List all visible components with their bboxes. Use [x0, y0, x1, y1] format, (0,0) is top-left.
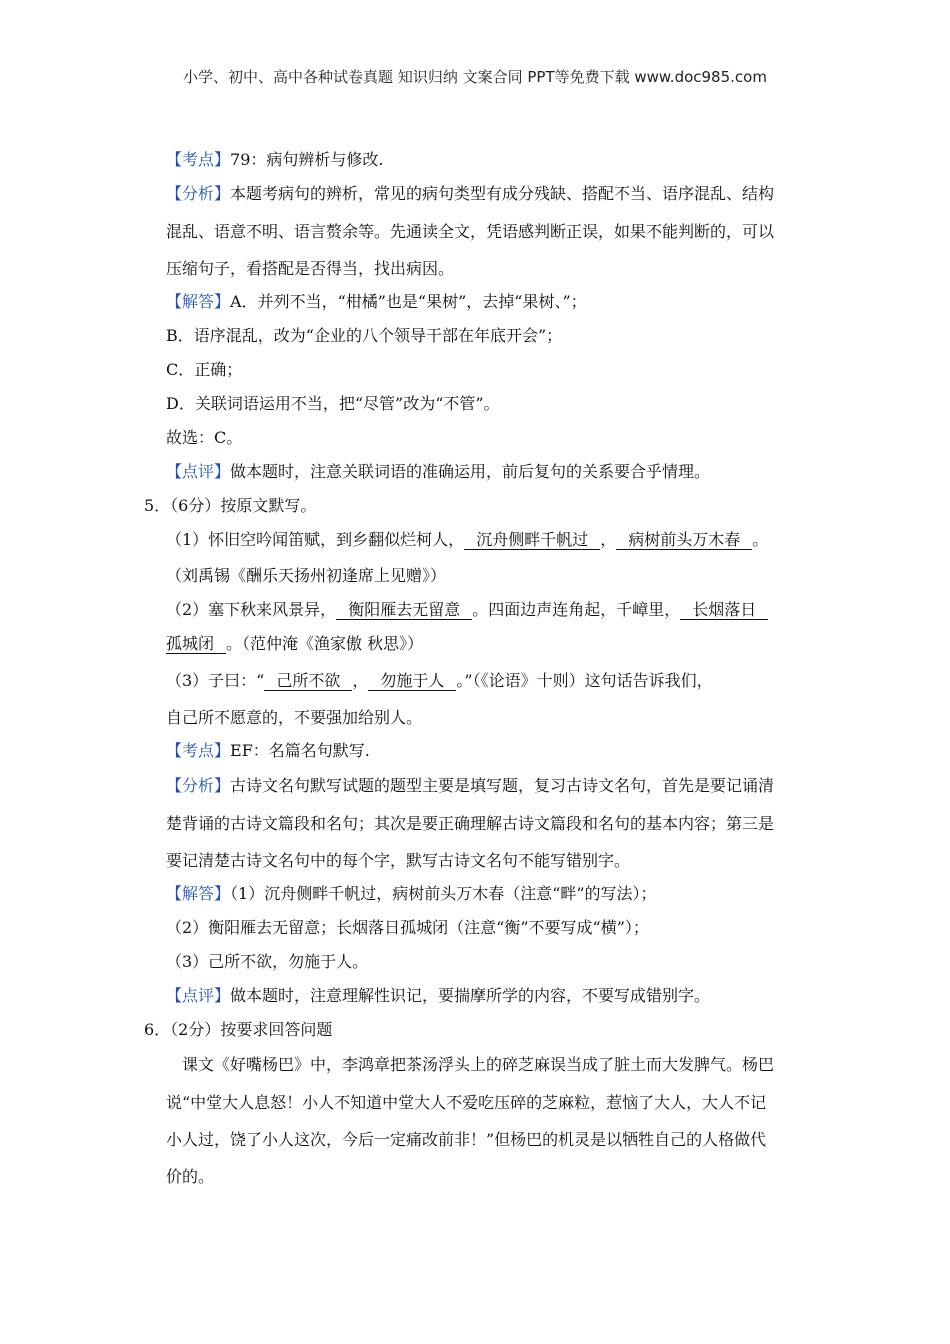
q5-jieda-3: （3）己所不欲，勿施于人。: [166, 952, 369, 971]
fenxi-tag: 【分析】: [166, 776, 231, 795]
q5-fenxi-line: 楚背诵的古诗文篇段和名句；其次是要正确理解古诗文篇段和名句的基本内容；第三是: [166, 814, 775, 833]
dianping-tag: 【点评】: [166, 462, 231, 481]
jieda-tag: 【解答】: [166, 884, 231, 903]
q4-kaodian: 【考点】79：病句辨析与修改.: [166, 150, 384, 169]
answer-blank: 病树前头万木春: [616, 531, 752, 550]
q4-fenxi-line: 压缩句子，看搭配是否得当，找出病因。: [166, 259, 455, 278]
page-header: 小学、初中、高中各种试卷真题 知识归纳 文案合同 PPT等免费下载 www.doc985.com: [183, 68, 767, 86]
answer-blank: 孤城闭: [166, 635, 226, 654]
q5-dianping: 【点评】做本题时，注意理解性识记，要揣摩所学的内容，不要写成错别字。: [166, 986, 711, 1005]
answer-blank: 沉舟侧畔千帆过: [464, 531, 600, 550]
q5-fenxi-line: 【分析】古诗文名句默写试题的题型主要是填写题，复习古诗文名句，首先是要记诵清: [166, 776, 775, 795]
answer-blank: 勿施于人: [368, 672, 456, 691]
q4-jieda: 【解答】A．并列不当，“柑橘”也是“果树”，去掉“果树、”；: [166, 292, 587, 311]
q6-paragraph-line: 价的。: [166, 1167, 215, 1186]
answer-blank: 长烟落日: [680, 601, 768, 620]
q5-s1: （1）怀旧空吟闻笛赋，到乡翻似烂柯人， 沉舟侧畔千帆过 ， 病树前头万木春 。: [166, 530, 769, 549]
kaodian-tag: 【考点】: [166, 150, 231, 169]
q4-fenxi-line: 【分析】本题考病句的辨析，常见的病句类型有成分残缺、搭配不当、语序混乱、结构: [166, 184, 775, 203]
dianping-tag: 【点评】: [166, 986, 231, 1005]
q5-fenxi-line: 要记清楚古诗文名句中的每个字，默写古诗文名句不能写错别字。: [166, 851, 631, 870]
q5-s1-source: （刘禹锡《酬乐天扬州初逢席上见赠》）: [166, 566, 447, 585]
q4-option-c: C．正确；: [166, 360, 243, 379]
q6-title: 6．（2分）按要求回答问题: [144, 1020, 333, 1039]
q5-s2: （2）塞下秋来风景异， 衡阳雁去无留意 。四面边声连角起，千嶂里， 长烟落日: [166, 600, 768, 620]
fenxi-tag: 【分析】: [166, 184, 231, 203]
q6-paragraph-line: 课文《好嘴杨巴》中，李鸿章把茶汤浮头上的碎芝麻误当成了脏土而大发脾气。杨巴: [182, 1055, 775, 1074]
q6-paragraph-line: 小人过，饶了小人这次，今后一定痛改前非！”但杨巴的机灵是以牺牲自己的人格做代: [166, 1130, 767, 1149]
q4-dianping: 【点评】做本题时，注意关联词语的准确运用，前后复句的关系要合乎情理。: [166, 462, 711, 481]
q5-s2-cont: 孤城闭 。（范仲淹《渔家傲 秋思》）: [166, 634, 424, 653]
q6-paragraph-line: 说“中堂大人息怒！小人不知道中堂大人不爱吃压碎的芝麻粒，惹恼了大人，大人不记: [166, 1093, 767, 1112]
q4-option-d: D．关联词语运用不当，把“尽管”改为“不管”。: [166, 394, 500, 413]
jieda-tag: 【解答】: [166, 292, 231, 311]
q4-fenxi-line: 混乱、语意不明、语言赘余等。先通读全文，凭语感判断正误，如果不能判断的，可以: [166, 222, 775, 241]
q5-s3: （3）子曰：“ 己所不欲 ， 勿施于人 。”（《论语》十则）这句话告诉我们，: [166, 671, 713, 690]
q4-option-b: B．语序混乱，改为“企业的八个领导干部在年底开会”；: [166, 326, 563, 345]
q5-s3-line2: 自己所不愿意的，不要强加给别人。: [166, 708, 423, 727]
answer-blank: 己所不欲: [264, 672, 352, 691]
q5-jieda-2: （2）衡阳雁去无留意；长烟落日孤城闭（注意“衡”不要写成“横”）；: [166, 918, 649, 937]
q5-jieda: 【解答】（1）沉舟侧畔千帆过，病树前头万木春（注意“畔”的写法）；: [166, 884, 657, 903]
q4-choice: 故选：C。: [166, 428, 243, 447]
q5-title: 5．（6分）按原文默写。: [144, 496, 317, 515]
answer-blank: 衡阳雁去无留意: [336, 601, 472, 620]
q5-kaodian: 【考点】EF：名篇名句默写.: [166, 741, 370, 760]
kaodian-tag: 【考点】: [166, 741, 231, 760]
